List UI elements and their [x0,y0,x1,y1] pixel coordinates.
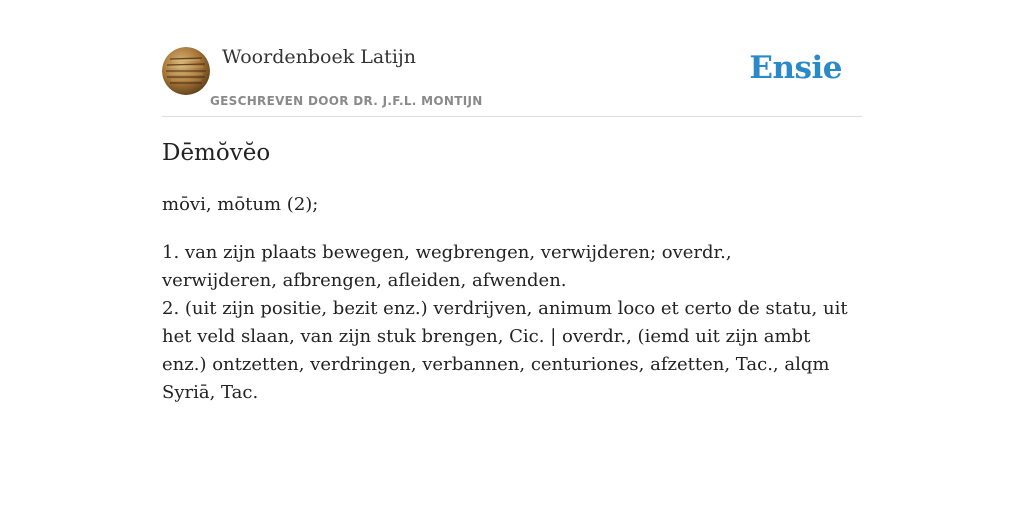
latin-inscription-coin-icon[interactable] [162,47,210,95]
dictionary-title[interactable]: Woordenboek Latijn [222,46,417,68]
definition-item: 1. van zijn plaats bewegen, wegbrengen, verwijderen; overdr., verwijderen, afbrengen, afleiden, afwenden. [162,242,732,291]
author-byline: GESCHREVEN DOOR DR. J.F.L. MONTIJN [210,94,483,108]
page-container [162,0,862,403]
entry-title: Dēmŏvĕo [162,140,271,166]
definition-item: 2. (uit zijn positie, bezit enz.) verdrijven, animum loco et certo de statu, uit het veld slaan, van zijn stuk brengen, Cic. | overdr., (iemd uit zijn ambt enz.) ontzetten, verdringen, verbannen, centuriones, afzetten, Tac., alqm Syriā, Tac. [162,298,848,403]
brand-logo[interactable]: Ensie [749,50,842,86]
header [162,0,862,117]
entry-definitions [162,239,852,407]
entry-inflection: mōvi, mōtum (2); [162,194,319,215]
